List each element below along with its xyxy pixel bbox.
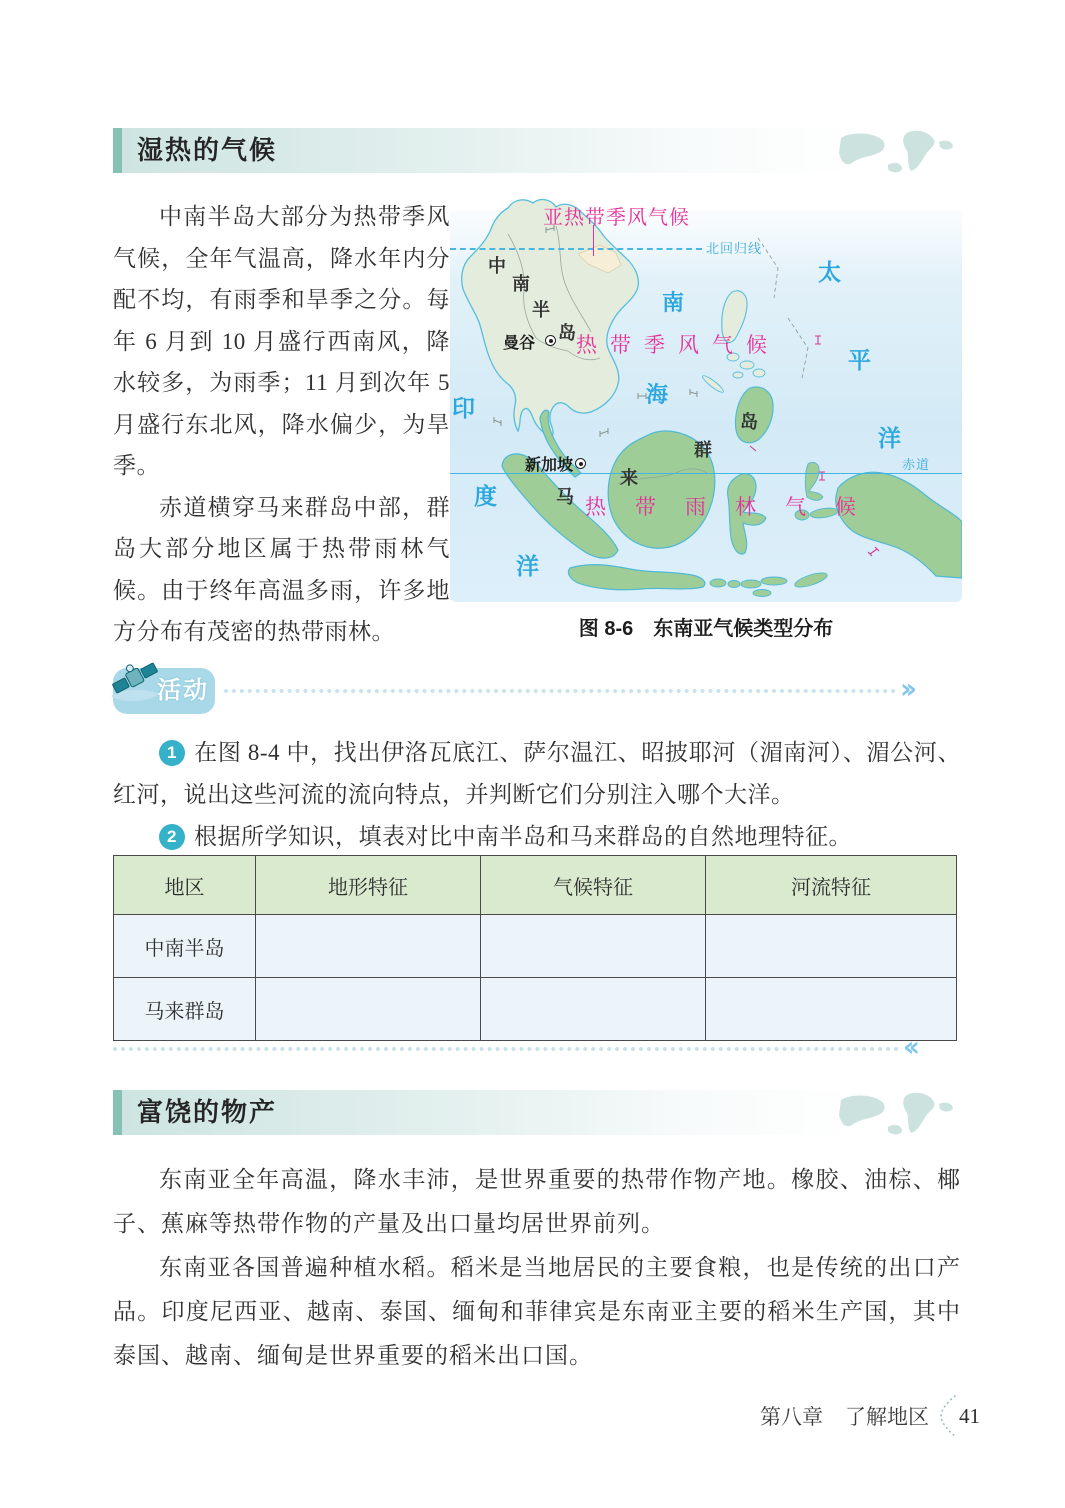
page-number: 41 xyxy=(959,1403,980,1428)
world-map-icon xyxy=(833,126,961,180)
world-map-icon xyxy=(833,1088,961,1142)
south-china-sea-char: 海 xyxy=(646,382,669,407)
table-row xyxy=(114,978,957,1041)
pacific-ocean-char: 平 xyxy=(848,348,871,373)
indian-ocean-char: 印 xyxy=(452,396,475,421)
table-row xyxy=(114,915,957,978)
circled-number-2: 2 xyxy=(159,824,185,850)
activity-item-text: 根据所学知识，填表对比中南半岛和马来群岛的自然地理特征。 xyxy=(194,824,852,849)
table-cell xyxy=(481,978,706,1041)
section-title: 湿热的气候 xyxy=(137,135,278,165)
table-header-terrain: 地形特征 xyxy=(256,856,481,915)
table-row-label: 中南半岛 xyxy=(114,915,256,978)
paragraph: 东南亚全年高温，降水丰沛，是世界重要的热带作物产地。橡胶、油棕、椰子、蕉麻等热带作物的产量及出口量均居世界前列。 xyxy=(113,1167,961,1236)
footer-section: 了解地区 xyxy=(845,1405,929,1429)
tropical-rainforest-label: 热带雨林气候 xyxy=(585,496,885,519)
page-number-arc-icon xyxy=(939,1393,957,1439)
activity-dotted-rule xyxy=(224,689,896,693)
bangkok-label: 曼谷 xyxy=(503,335,536,352)
paragraph: 赤道横穿马来群岛中部，群岛大部分地区属于热带雨林气候。由于终年高温多雨，许多地方分布有茂密的热带雨林。 xyxy=(113,494,450,644)
table-cell xyxy=(706,978,957,1041)
section-header-climate xyxy=(113,128,861,173)
activity-badge-label: 活动 xyxy=(157,677,209,704)
activity-badge xyxy=(113,668,215,714)
comparison-table xyxy=(113,855,957,1041)
double-left-chevron-icon: ‹‹ xyxy=(903,1030,915,1063)
table-header-region: 地区 xyxy=(114,856,256,915)
tropic-of-cancer-label: 北回归线 xyxy=(706,241,763,256)
paragraph: 东南亚各国普遍种植水稻。稻米是当地居民的主要食粮，也是传统的出口产品。印度尼西亚、越南、泰国、缅甸和菲律宾是东南亚主要的稻米生产国，其中泰国、越南、缅甸是世界重要的稻米出口国。 xyxy=(113,1255,961,1368)
header-accent-bar xyxy=(113,128,122,173)
archipelago-label-char: 群 xyxy=(694,440,712,460)
table-header-climate: 气候特征 xyxy=(481,856,706,915)
activity-end-dotted-rule xyxy=(113,1047,899,1051)
map-caption: 图 8-6 东南亚气候类型分布 xyxy=(578,618,834,640)
table-header-row xyxy=(114,856,957,915)
activity-item-2 xyxy=(113,816,961,858)
subtropical-monsoon-label: 亚热带季风气候 xyxy=(543,207,690,229)
page-footer xyxy=(560,1396,980,1436)
table-row-label: 马来群岛 xyxy=(114,978,256,1041)
singapore-city-marker xyxy=(575,458,586,469)
climate-map xyxy=(450,196,962,602)
peninsula-label-char: 岛 xyxy=(558,323,576,343)
table-cell xyxy=(256,978,481,1041)
indian-ocean-char: 洋 xyxy=(516,554,539,579)
header-accent-bar xyxy=(113,1090,122,1135)
pacific-ocean-char: 洋 xyxy=(878,426,901,451)
archipelago-label-char: 来 xyxy=(620,468,638,488)
table-cell xyxy=(256,915,481,978)
bangkok-city-marker xyxy=(545,335,556,346)
activity-item-text: 在图 8-4 中，找出伊洛瓦底江、萨尔温江、昭披耶河（湄南河）、湄公河、红河，说出这些河流的流向特点，并判断它们分别注入哪个大洋。 xyxy=(113,740,961,807)
table-header-rivers: 河流特征 xyxy=(706,856,957,915)
peninsula-label-char: 中 xyxy=(488,256,506,276)
products-paragraphs xyxy=(113,1158,961,1378)
south-china-sea-char: 南 xyxy=(662,290,685,315)
tropical-monsoon-label: 热带季风气候 xyxy=(576,334,780,357)
table-cell xyxy=(706,915,957,978)
tropic-of-cancer-line xyxy=(450,248,702,250)
pacific-ocean-char: 太 xyxy=(818,260,841,285)
singapore-label: 新加坡 xyxy=(525,457,574,474)
peninsula-label-char: 半 xyxy=(532,300,550,320)
indian-ocean-char: 度 xyxy=(474,484,497,509)
equator-label: 赤道 xyxy=(902,457,931,472)
paragraph: 中南半岛大部分为热带季风气候，全年气温高，降水年内分配不均，有雨季和旱季之分。每年 6 月到 10 月盛行西南风，降水较多，为雨季；11 月到次年 5 月盛行东北风，降水偏少，为旱季。 xyxy=(113,204,450,478)
archipelago-label-char: 岛 xyxy=(740,412,758,432)
table-cell xyxy=(481,915,706,978)
activity-item-1 xyxy=(113,732,961,816)
archipelago-label-char: 马 xyxy=(556,487,574,507)
circled-number-1: 1 xyxy=(159,740,185,766)
section-header-products xyxy=(113,1090,861,1135)
climate-paragraphs xyxy=(113,196,450,653)
peninsula-label-char: 南 xyxy=(512,274,530,294)
footer-chapter: 第八章 xyxy=(760,1405,823,1429)
label-pointer-line xyxy=(593,225,594,256)
section-title: 富饶的物产 xyxy=(137,1097,278,1127)
double-right-chevron-icon: ›› xyxy=(900,672,912,705)
